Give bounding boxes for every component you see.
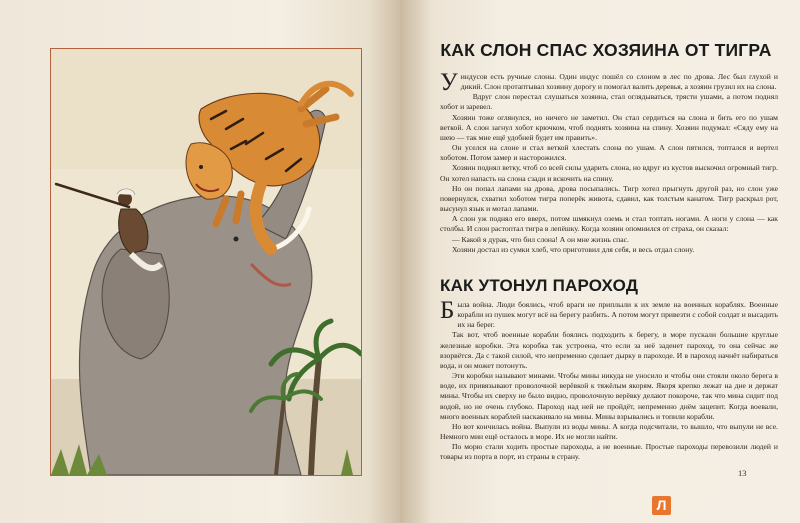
- illustration-elephant-tiger: [50, 48, 362, 476]
- paragraph-text: индусов есть ручные слоны. Один индус пошёл со слоном в лес по дрова. Лес был глухой и дикий. Слон протаптывал хозяину дорогу и помогал валить деревья, а хозяин грузил их на слона.: [460, 72, 778, 92]
- story-paragraph: Хозяин тоже оглянулся, но ничего не заметил. Он стал сердиться на слона и бить его по ушам веткой. А слон загнул хобот крючком, чтоб поднять хозяина на спину. Хозяин подумал: «Сяду ему на шею — так мне ещё удобней будет им править».: [440, 112, 778, 142]
- publisher-logo-icon: Л: [652, 496, 671, 515]
- story-paragraph: По морю стали ходить простые пароходы, а не военные. Простые пароходы перевозили людей и товары из порта в порт, из страны в страну.: [440, 442, 778, 462]
- story-title-elephant: КАК СЛОН СПАС ХОЗЯИНА ОТ ТИГРА: [440, 40, 772, 60]
- story-paragraph: Так вот, чтоб военные корабли боялись подходить к берегу, в море пускали большие круглые железные коробки. Эта коробка так устроена, что если за неё заденет пароход, то она сейчас же взорвётся. Да с такой силой, что непременно сделает дырку в пароходе. И в пароход начнёт набираться вода, и он может потонуть.: [440, 330, 778, 370]
- story-paragraph: Хозяин поднял ветку, чтоб со всей силы ударить слона, но вдруг из кустов выскочил огромный тигр. Он хотел напасть на слона сзади и вскочить на спину.: [440, 163, 778, 183]
- story-paragraph: — Какой я дурак, что бил слона! А он мне жизнь спас.: [452, 234, 629, 244]
- paragraph-text: ыла война. Люди боялись, чтоб враги не приплыли к их земле на военных кораблях. Военные корабли из пушек могут всё на берегу разбить. А потом могут привезти с собой солдат и высадить их на берег.: [457, 300, 778, 330]
- story-paragraph: [440, 69, 778, 96]
- story-paragraph: Но он попал лапами на дрова, дрова посыпались. Тигр хотел прыгнуть другой раз, но слон уже повернулся, схватил хоботом тигра поперёк живота, сдавил, как толстым канатом. Тигр раскрыл рот, высунул язык и мотал лапами.: [440, 183, 778, 214]
- story-paragraph: Вдруг слон перестал слушаться хозяина, стал оглядываться, трясти ушами, а потом поднял хобот и заревел.: [440, 92, 778, 112]
- story-text-steamer: [440, 297, 778, 463]
- story-paragraph: А слон уж поднял его вверх, потом шмякнул оземь и стал топтать ногами. А ноги у слона — как столбы. И слон растоптал тигра в лепёшку. Когда хозяин опомнился от страха, он сказал:: [440, 214, 778, 234]
- dropcap: У: [440, 69, 458, 96]
- story-title-steamer: КАК УТОНУЛ ПАРОХОД: [440, 276, 639, 295]
- story-paragraph: Хозяин достал из сумки хлеб, что приготовил для себя, и весь отдал слону.: [452, 244, 695, 254]
- page-number: 13: [738, 468, 747, 478]
- story-paragraph: [440, 297, 778, 330]
- story-text-elephant: [440, 69, 778, 255]
- story-paragraph: Но вот кончилась война. Выпули из воды мины. А когда подсчитали, то вышло, что выпули не все. Немного мин ещё осталось в море. Их не могли найти.: [440, 421, 778, 442]
- story-paragraph: Он уселся на слоне и стал веткой хлестать слона по ушам. А слон пятился, топтался и вертел хоботом. Потом замер и насторожился.: [440, 143, 778, 163]
- dropcap: Б: [440, 297, 455, 324]
- elephant-tiger-picture: [51, 49, 361, 475]
- story-paragraph: Эти коробки называют минами. Чтобы мины никуда не уносило и чтобы они стояли около берега в воде, их привязывают проволочной верёвкой к тяжёлым якорям. Якоря крепко лежат на дне и держат мины. Чтобы их сверху не было видно, проволочную верёвку делают покороче, так что мина сидит под водой, но не очень глубоко. Пароход над ней не пройдёт, непременно днём зацепит. Когда воевали, много военных кораблей наскакивало на мины. Мины взрывались и топили корабли.: [440, 371, 778, 421]
